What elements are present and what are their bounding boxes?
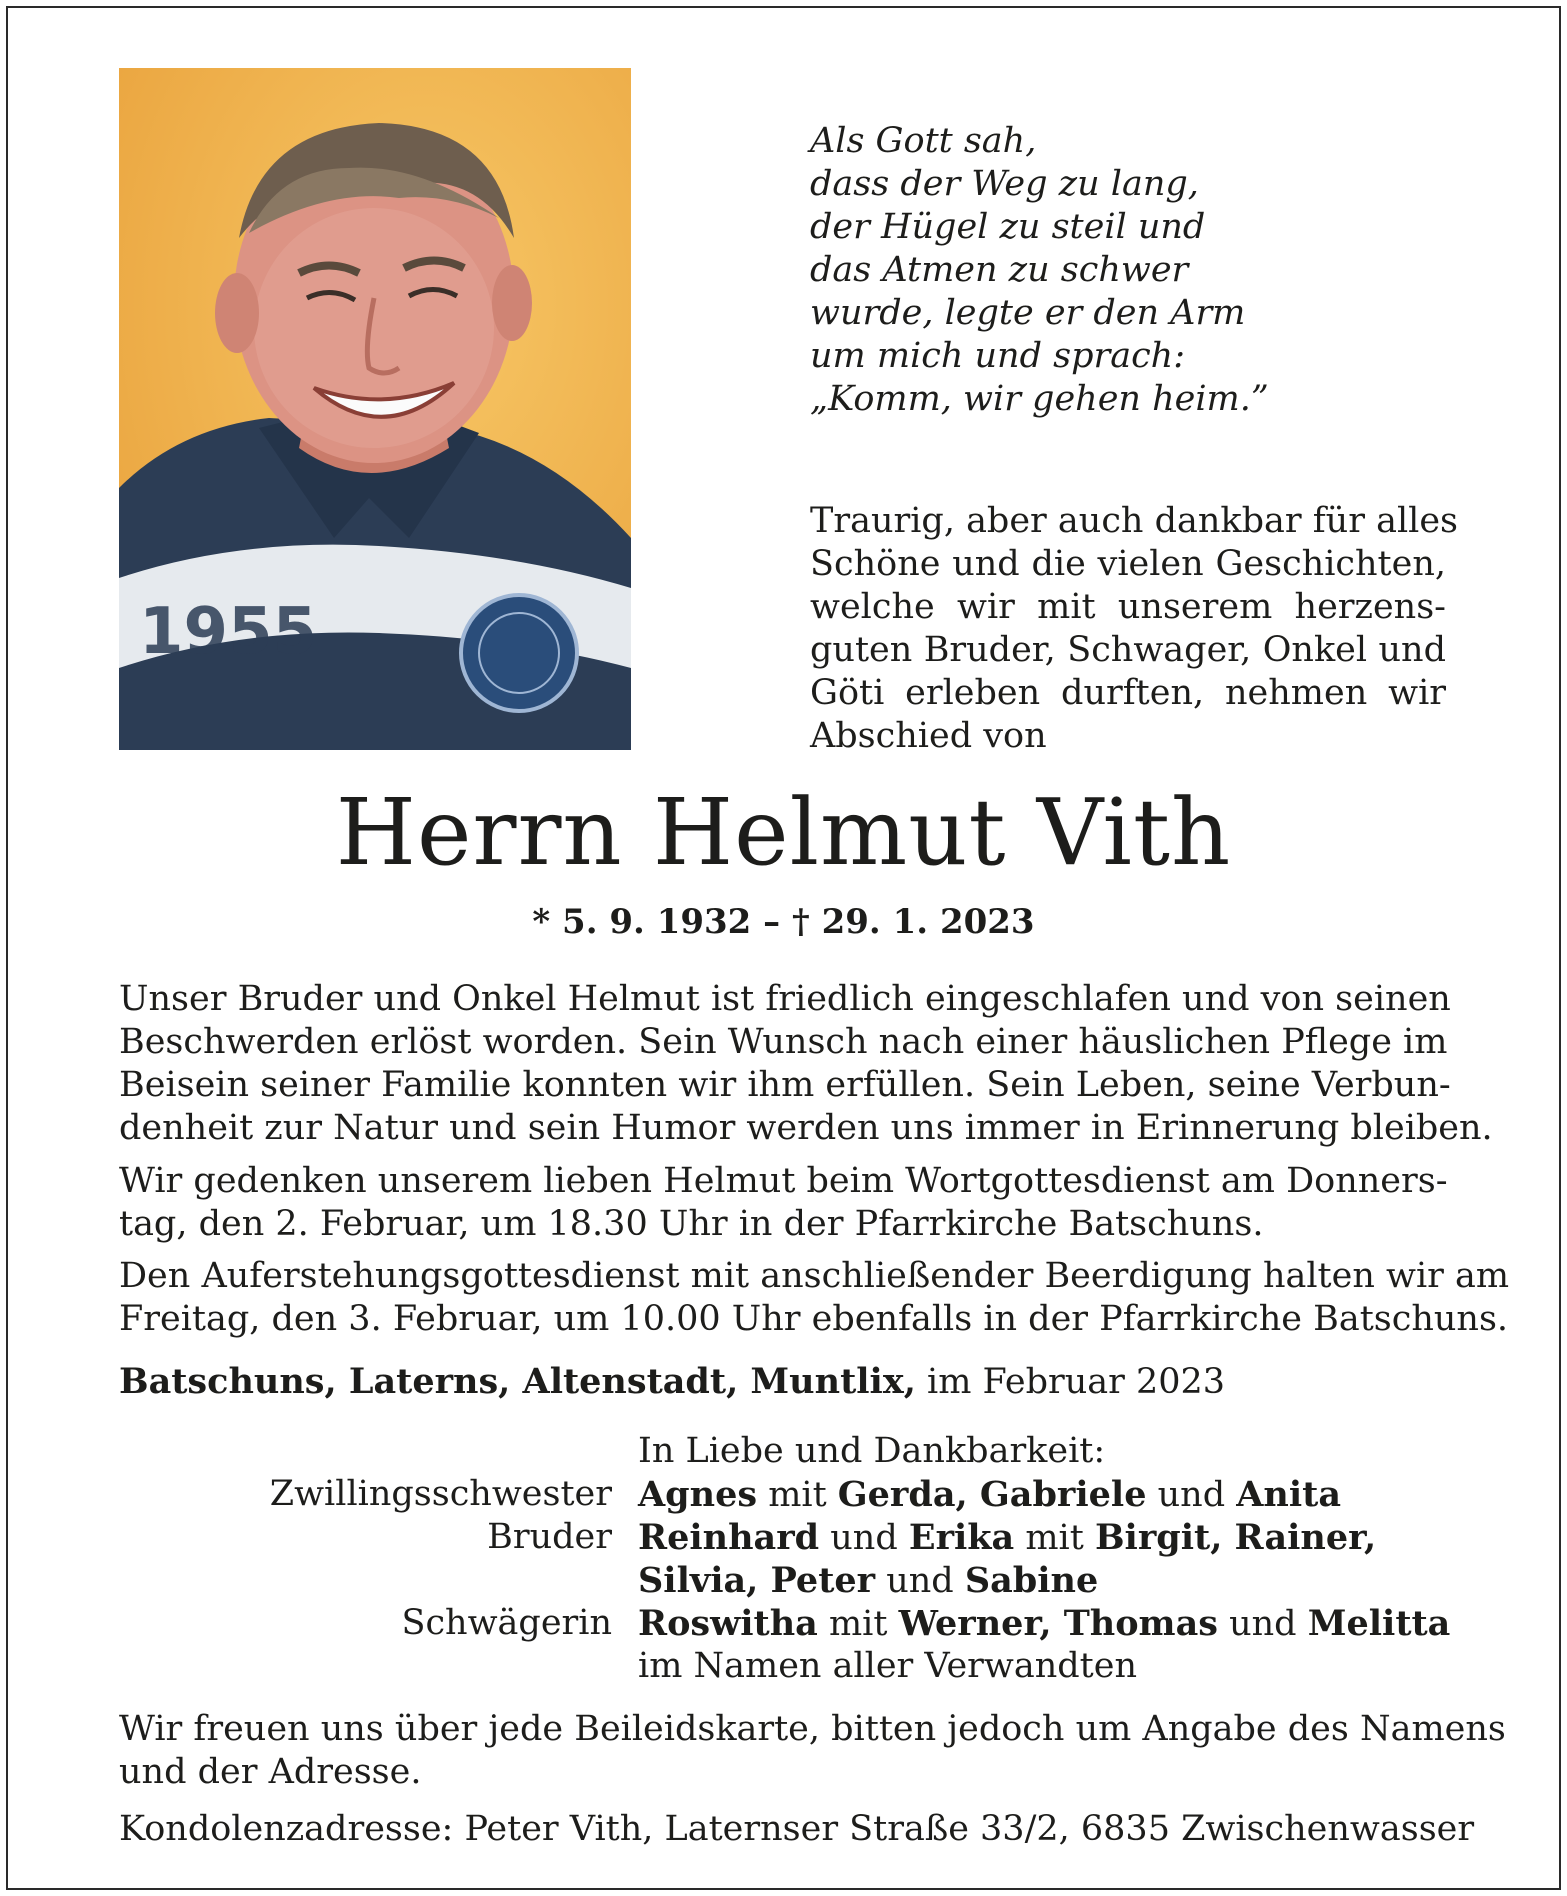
poem-line: dass der Weg zu lang,: [810, 164, 1199, 204]
portrait-illustration: [119, 68, 631, 750]
connector-text: mit: [817, 1604, 899, 1644]
mourner-name: Gerda, Gabriele: [837, 1474, 1147, 1515]
shirt-print: 1955: [139, 595, 318, 669]
paragraph-1: [119, 978, 1493, 1150]
condolence-note: [119, 1708, 1506, 1794]
intro-line: welche wir mit unserem herzens-: [810, 587, 1446, 627]
mourner-name: Silvia, Peter: [638, 1560, 876, 1601]
intro-line: Abschied von: [810, 716, 1047, 756]
intro-line: guten Bruder, Schwager, Onkel und: [810, 630, 1446, 670]
connector-text: und: [1217, 1604, 1308, 1644]
poem-line: wurde, legte er den Arm: [810, 293, 1246, 333]
connector-text: und: [819, 1518, 909, 1558]
mourner-names: [638, 1602, 1450, 1646]
mourner-name: Sabine: [964, 1560, 1099, 1601]
relation-label: Bruder: [487, 1517, 612, 1557]
paragraph-line: Den Auferstehungsgottesdienst mit anschließender Beerdigung halten wir am: [119, 1256, 1510, 1296]
intro-line: Traurig, aber auch dankbar für alles: [810, 501, 1459, 541]
connector-text: und: [875, 1561, 965, 1601]
mourner-names: [638, 1473, 1341, 1517]
paragraph-3: [119, 1255, 1510, 1341]
connector-text: mit: [757, 1475, 838, 1515]
paragraph-line: denheit zur Natur und sein Humor werden uns immer in Erinnerung bleiben.: [119, 1108, 1493, 1148]
mourner-name: Reinhard: [638, 1517, 820, 1558]
mourner-name: Erika: [908, 1517, 1015, 1558]
signature-heading: In Liebe und Dankbarkeit:: [638, 1431, 1106, 1471]
connector-text: im Namen aller Verwandten: [638, 1646, 1137, 1686]
paragraph-line: tag, den 2. Februar, um 18.30 Uhr in der Pfarrkirche Batschuns.: [119, 1204, 1264, 1244]
mourner-name: Roswitha: [638, 1603, 818, 1644]
footer-line: Wir freuen uns über jede Beileidskarte, bitten jedoch um Angabe des Namens: [119, 1709, 1506, 1749]
deceased-name: Herrn Helmut Vith: [335, 779, 1232, 886]
poem-line: um mich und sprach:: [810, 336, 1186, 376]
paragraph-line: Wir gedenken unserem lieben Helmut beim Wortgottesdienst am Donners-: [119, 1161, 1448, 1201]
mourner-names: [638, 1516, 1376, 1560]
mourner-name: Anita: [1236, 1474, 1341, 1515]
place-and-date: [119, 1360, 1225, 1404]
relation-label: Zwillingsschwester: [269, 1474, 612, 1514]
paragraph-line: Unser Bruder und Onkel Helmut ist friedlich eingeschlafen und von seinen: [119, 979, 1451, 1019]
mourner-name: Birgit, Rainer,: [1094, 1517, 1377, 1558]
portrait-photo: [119, 68, 631, 750]
life-dates: * 5. 9. 1932 – † 29. 1. 2023: [532, 902, 1035, 942]
intro-line: Schöne und die vielen Geschichten,: [810, 544, 1446, 584]
poem-line: Als Gott sah,: [810, 121, 1037, 161]
paragraph-line: Beisein seiner Familie konnten wir ihm erfüllen. Sein Leben, seine Verbun-: [119, 1065, 1451, 1105]
intro-text: [810, 500, 1459, 758]
mourner-name: Agnes: [638, 1474, 758, 1515]
poem-line: das Atmen zu schwer: [810, 250, 1189, 290]
mourner-names: [638, 1559, 1098, 1603]
footer-line: und der Adresse.: [119, 1752, 422, 1792]
relation-label: Schwägerin: [401, 1603, 612, 1643]
paragraph-line: Beschwerden erlöst worden. Sein Wunsch nach einer häuslichen Pflege im: [119, 1022, 1448, 1062]
poem-line: „Komm, wir gehen heim.”: [810, 379, 1269, 419]
condolence-address: Kondolenzadresse: Peter Vith, Laternser Straße 33/2, 6835 Zwischenwasser: [119, 1809, 1475, 1849]
paragraph-line: Freitag, den 3. Februar, um 10.00 Uhr ebenfalls in der Pfarrkirche Batschuns.: [119, 1299, 1509, 1339]
connector-text: mit: [1014, 1518, 1095, 1558]
poem: [810, 120, 1430, 421]
intro-line: Göti erleben durften, nehmen wir: [810, 673, 1446, 713]
mourner-name: Werner, Thomas: [898, 1603, 1218, 1644]
place-names: Batschuns, Laterns, Altenstadt, Muntlix,: [119, 1361, 916, 1402]
month-year: im Februar 2023: [915, 1362, 1226, 1402]
mourner-name: Melitta: [1307, 1603, 1451, 1644]
mourner-names: [638, 1645, 1137, 1688]
paragraph-2: [119, 1160, 1447, 1246]
connector-text: und: [1146, 1475, 1237, 1515]
poem-line: der Hügel zu steil und: [810, 207, 1206, 247]
